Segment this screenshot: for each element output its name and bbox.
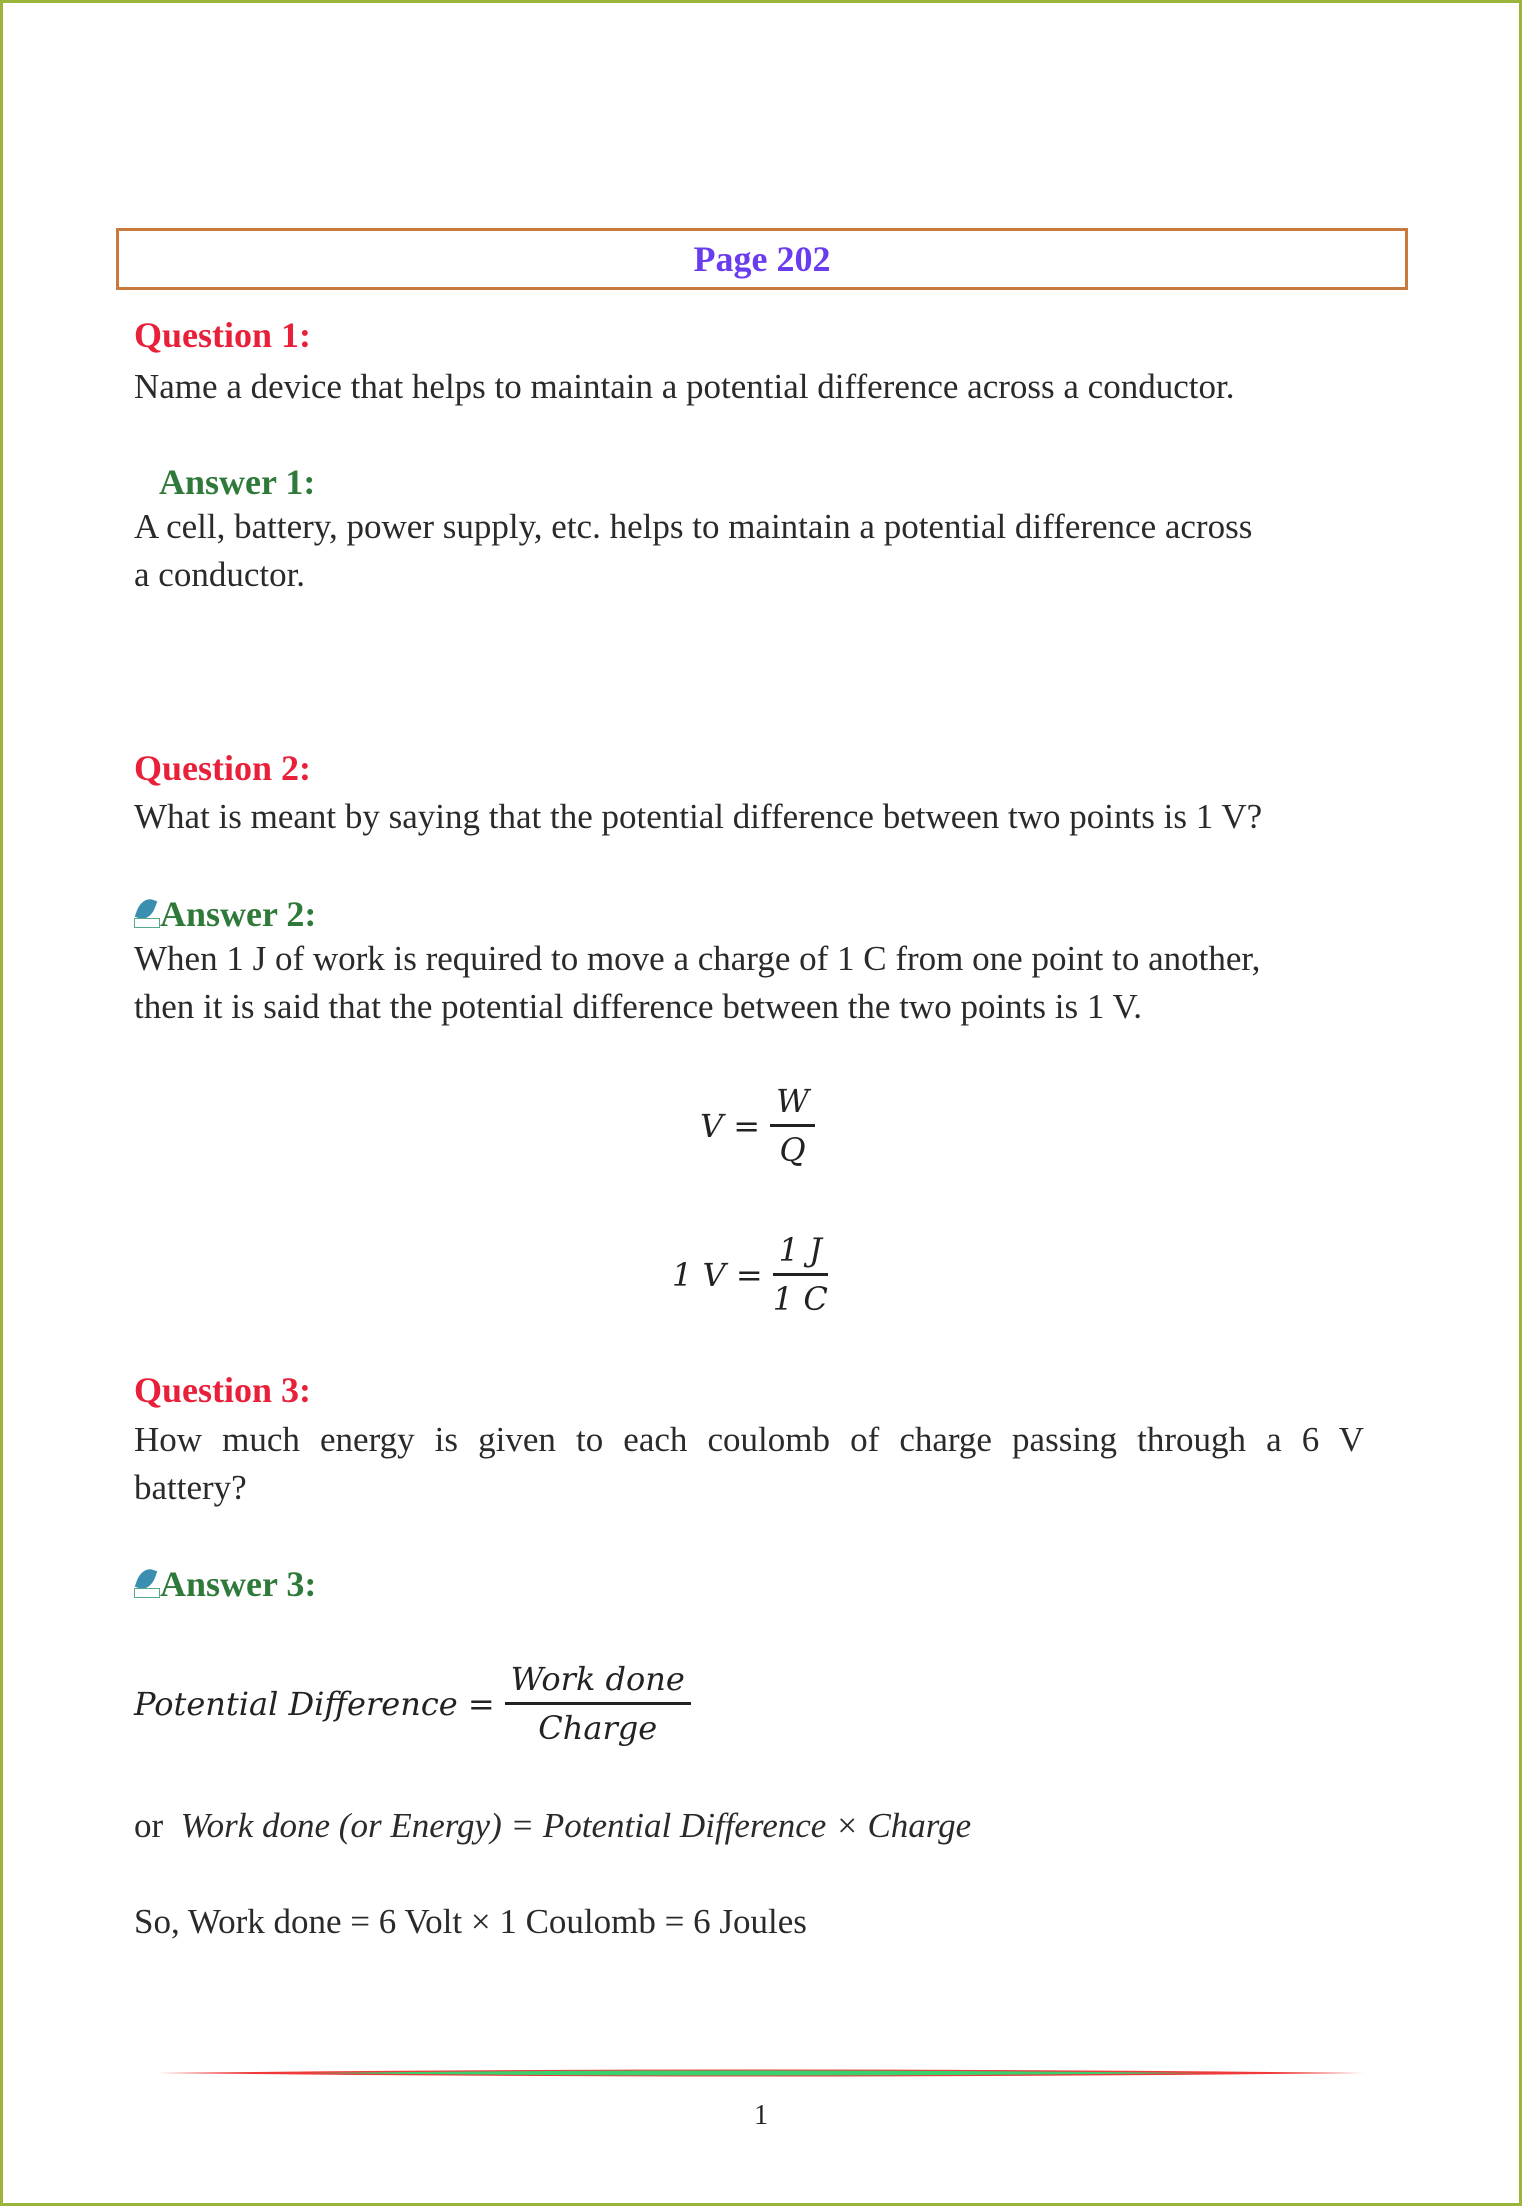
equation-lhs: 1 V =: [672, 1255, 763, 1294]
fraction: [505, 1658, 691, 1749]
result-line: So, Work done = 6 Volt × 1 Coulomb = 6 Joules: [134, 1902, 807, 1941]
or-equation: Work done (or Energy) = Potential Difference × Charge: [180, 1806, 972, 1845]
leaf-logo-icon: [134, 1568, 160, 1598]
answer-2-heading: [134, 890, 316, 938]
question-3-line: battery?: [134, 1468, 247, 1507]
question-3-line: How much energy is given to each coulomb of charge passing through a 6 V: [134, 1420, 1364, 1459]
denominator: Q: [779, 1131, 806, 1169]
equation-lhs: Potential Difference =: [134, 1684, 495, 1723]
equation-v-w-q: [700, 1080, 815, 1171]
page-label: Page 202: [693, 239, 831, 279]
answer-2-label: Answer 2:: [160, 894, 317, 934]
numerator: Work done: [505, 1658, 691, 1705]
answer-1-line: A cell, battery, power supply, etc. helps to maintain a potential difference across: [134, 507, 1253, 546]
answer-1-line: a conductor.: [134, 555, 306, 594]
numerator: 1 J: [773, 1229, 828, 1276]
numerator: W: [770, 1080, 815, 1127]
answer-3-heading: [134, 1560, 316, 1608]
equation-lhs: V =: [700, 1106, 761, 1145]
fraction: [770, 1080, 815, 1171]
question-3-label: Question 3:: [134, 1370, 312, 1410]
answer-3-label: Answer 3:: [160, 1564, 317, 1604]
leaf-logo-icon: [134, 898, 160, 928]
equation-1v: [672, 1229, 828, 1320]
answer-1-label: Answer 1:: [159, 462, 316, 502]
fraction: [773, 1229, 828, 1320]
denominator: 1 C: [772, 1280, 828, 1318]
or-prefix: or: [134, 1806, 164, 1845]
question-2-label: Question 2:: [134, 748, 312, 788]
question-1-label: Question 1:: [134, 315, 312, 355]
equation-potential-difference: [134, 1658, 691, 1749]
answer-2-line: When 1 J of work is required to move a charge of 1 C from one point to another,: [134, 939, 1261, 978]
footer-divider: [157, 2068, 1364, 2078]
denominator: Charge: [538, 1709, 658, 1747]
or-line: [134, 1802, 971, 1850]
answer-2-line: then it is said that the potential difference between the two points is 1 V.: [134, 987, 1142, 1026]
page-header-box: [116, 228, 1408, 290]
page-number: 1: [754, 2100, 768, 2131]
question-2-text: What is meant by saying that the potential difference between two points is 1 V?: [134, 797, 1263, 836]
question-1-text: Name a device that helps to maintain a potential difference across a conductor.: [134, 367, 1235, 406]
